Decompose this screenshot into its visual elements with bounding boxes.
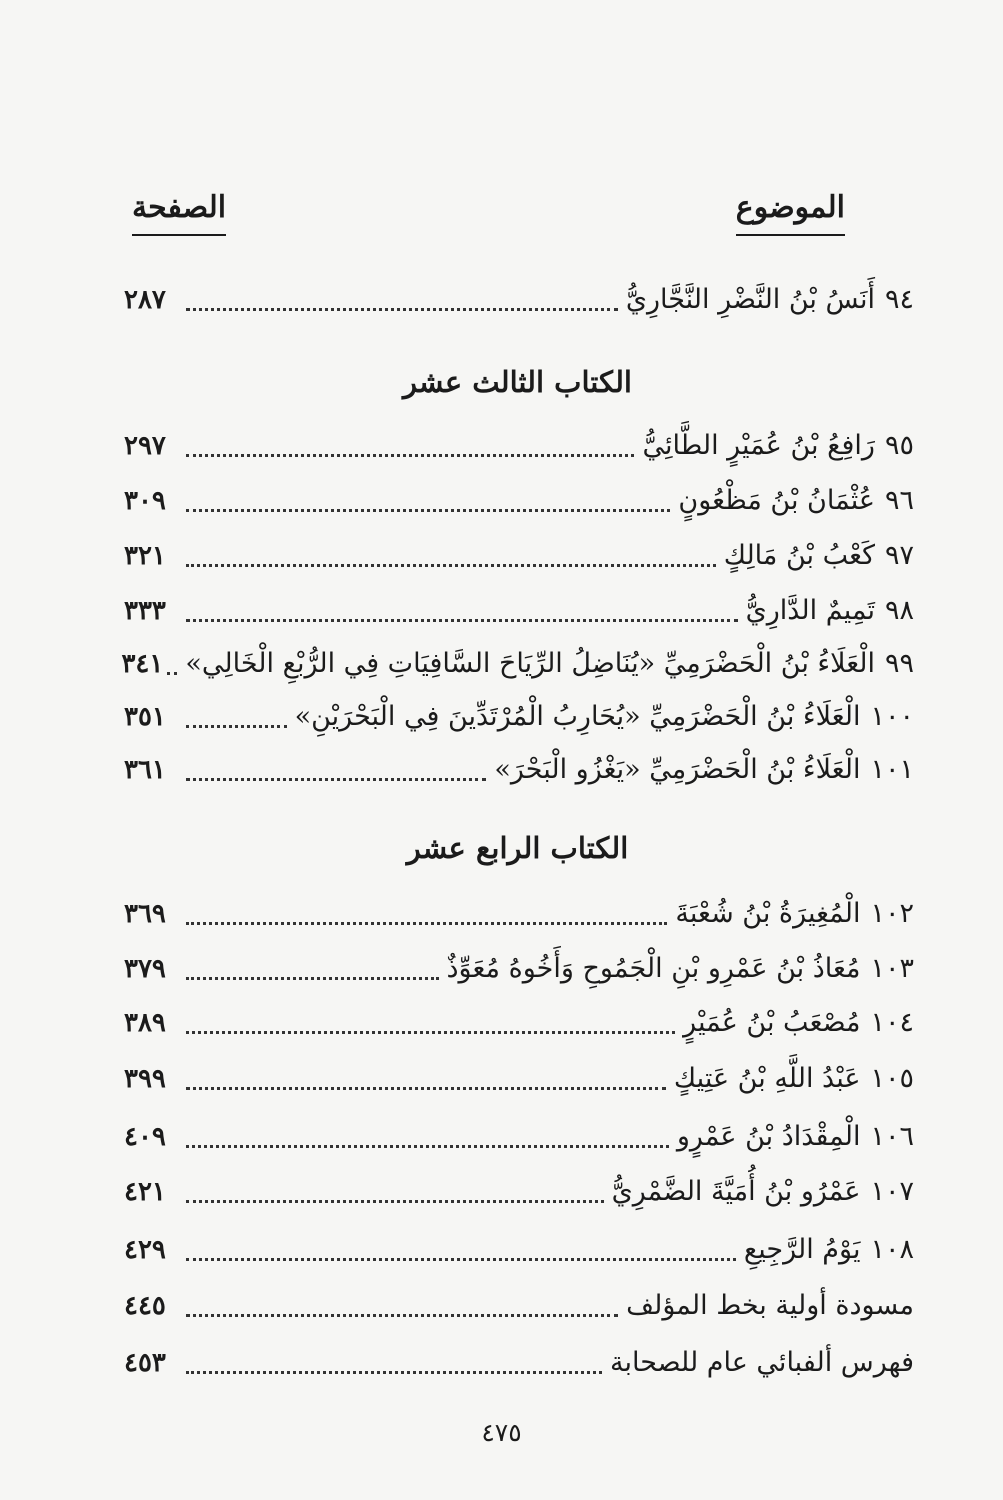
toc-entry (124, 1055, 914, 1099)
dot-leader (186, 725, 287, 728)
entry-name: الْعَلَاءُ بْنُ الْحَضْرَمِيِّ «يُحَارِبُ الْمُرْتَدِّينَ فِي الْبَحْرَيْنِ» (294, 701, 861, 732)
page-column-header: الصفحة (132, 188, 226, 236)
entry-title (671, 894, 914, 934)
entry-page: ٣٨٩ (124, 1008, 166, 1038)
entry-page: ٤٢٩ (124, 1235, 166, 1265)
section-heading: الكتاب الثالث عشر (403, 365, 632, 399)
entry-number: ١٠٣ (870, 953, 914, 984)
toc-entry (124, 1113, 914, 1157)
entry-page: ٣٤١ (121, 649, 164, 679)
entry-name: كَعْبُ بْنُ مَالِكٍ (723, 540, 875, 571)
entry-name: الْعَلَاءُ بْنُ الْحَضْرَمِيِّ «يَغْزُو الْبَحْرَ» (494, 754, 861, 785)
entry-title (670, 1059, 914, 1099)
entry-title (673, 1117, 914, 1157)
entry-page: ٣٥١ (124, 702, 166, 732)
dot-leader (186, 1145, 669, 1148)
toc-entry (124, 532, 914, 576)
entry-title (443, 949, 914, 989)
entry-page: ٣٣٣ (124, 596, 166, 626)
dot-leader (186, 619, 738, 622)
page-number: ٤٧٥ (481, 1418, 522, 1447)
toc-entry (124, 1339, 914, 1383)
entry-page: ٣٦٩ (124, 899, 166, 929)
entry-number: ١٠٦ (870, 1121, 914, 1152)
dot-leader (186, 778, 486, 781)
toc-entry (124, 422, 914, 466)
entry-title (608, 1172, 914, 1212)
toc-entry (124, 1282, 914, 1326)
toc-entry (124, 693, 914, 737)
entry-page: ٣٠٩ (124, 486, 166, 516)
entry-title (181, 644, 914, 684)
dot-leader (186, 1258, 736, 1261)
toc-entry (124, 945, 914, 989)
entry-number: ٩٧ (884, 540, 914, 571)
entry-title (291, 697, 914, 737)
entry-page: ٣٦١ (124, 755, 166, 785)
dot-leader (167, 672, 177, 675)
entry-title (490, 750, 914, 790)
entry-page: ٣٧٩ (124, 954, 166, 984)
dot-leader (186, 308, 618, 311)
entry-name: الْمِقْدَادُ بْنُ عَمْرٍو (676, 1121, 861, 1152)
entry-number: ١٠٤ (870, 1007, 914, 1038)
entry-page: ٤٥٣ (124, 1348, 166, 1378)
entry-name: مُصْعَبُ بْنُ عُمَيْرٍ (683, 1007, 861, 1038)
toc-entry (124, 1226, 914, 1270)
dot-leader (186, 564, 716, 567)
dot-leader (186, 977, 439, 980)
dot-leader (186, 1087, 666, 1090)
topic-column-header: الموضوع (736, 188, 845, 236)
dot-leader (186, 509, 670, 512)
dot-leader (186, 1314, 618, 1317)
entry-title (622, 280, 914, 320)
entry-page: ٢٩٧ (124, 431, 166, 461)
entry-name: مسودة أولية بخط المؤلف (626, 1290, 914, 1321)
entry-title (742, 591, 914, 631)
entry-title (638, 426, 914, 466)
entry-title (740, 1230, 914, 1270)
entry-title (720, 536, 914, 576)
entry-number: ١٠٨ (870, 1234, 914, 1265)
entry-title (606, 1343, 914, 1383)
entry-name: الْمُغِيرَةُ بْنُ شُعْبَةَ (675, 898, 861, 929)
entry-number: ١٠١ (870, 754, 914, 785)
entry-name: يَوْمُ الرَّجِيعِ (743, 1234, 861, 1265)
entry-title (679, 1003, 914, 1043)
entry-number: ١٠٠ (870, 701, 914, 732)
dot-leader (186, 1200, 604, 1203)
toc-entry (124, 746, 914, 790)
entry-title (622, 1286, 914, 1326)
entry-name: رَافِعُ بْنُ عُمَيْرٍ الطَّائِيُّ (642, 430, 875, 461)
entry-number: ٩٥ (884, 430, 914, 461)
entry-title (674, 481, 914, 521)
entry-name: فهرس ألفبائي عام للصحابة (609, 1347, 914, 1378)
entry-name: عَمْرُو بْنُ أُمَيَّةَ الضَّمْرِيُّ (611, 1176, 861, 1207)
dot-leader (186, 454, 634, 457)
dot-leader (186, 1371, 602, 1374)
entry-number: ١٠٧ (870, 1176, 914, 1207)
toc-entry (124, 477, 914, 521)
entry-number: ١٠٢ (870, 898, 914, 929)
toc-entry (124, 999, 914, 1043)
entry-name: عَبْدُ اللَّهِ بْنُ عَتِيكٍ (673, 1063, 861, 1094)
entry-page: ٤٠٩ (124, 1122, 166, 1152)
entry-number: ٩٦ (884, 485, 914, 516)
entry-page: ٣٩٩ (124, 1064, 166, 1094)
entry-number: ٩٩ (884, 648, 914, 679)
entry-number: ٩٨ (884, 595, 914, 626)
toc-entry (121, 640, 914, 684)
entry-name: عُثْمَانُ بْنُ مَظْعُونٍ (678, 485, 875, 516)
entry-name: الْعَلَاءُ بْنُ الْحَضْرَمِيِّ «يُنَاضِلُ الرِّيَاحَ السَّافِيَاتِ فِي الرُّبْعِ الْخَالِي» (185, 648, 875, 679)
toc-entry (124, 1168, 914, 1212)
entry-name: أَنَسُ بْنُ النَّضْرِ النَّجَّارِيُّ (625, 284, 875, 315)
entry-page: ٤٤٥ (124, 1291, 166, 1321)
section-heading: الكتاب الرابع عشر (406, 831, 629, 865)
toc-entry (124, 276, 914, 320)
entry-page: ٤٢١ (124, 1177, 166, 1207)
entry-name: مُعَاذُ بْنُ عَمْرِو بْنِ الْجَمُوحِ وَأَخُوهُ مُعَوِّذٌ (446, 953, 861, 984)
entry-name: تَمِيمٌ الدَّارِيُّ (745, 595, 875, 626)
entry-number: ٩٤ (884, 284, 914, 315)
entry-number: ١٠٥ (870, 1063, 914, 1094)
toc-entry (124, 890, 914, 934)
entry-page: ٢٨٧ (124, 285, 166, 315)
dot-leader (186, 922, 667, 925)
toc-entry (124, 587, 914, 631)
dot-leader (186, 1031, 675, 1034)
entry-page: ٣٢١ (124, 541, 166, 571)
